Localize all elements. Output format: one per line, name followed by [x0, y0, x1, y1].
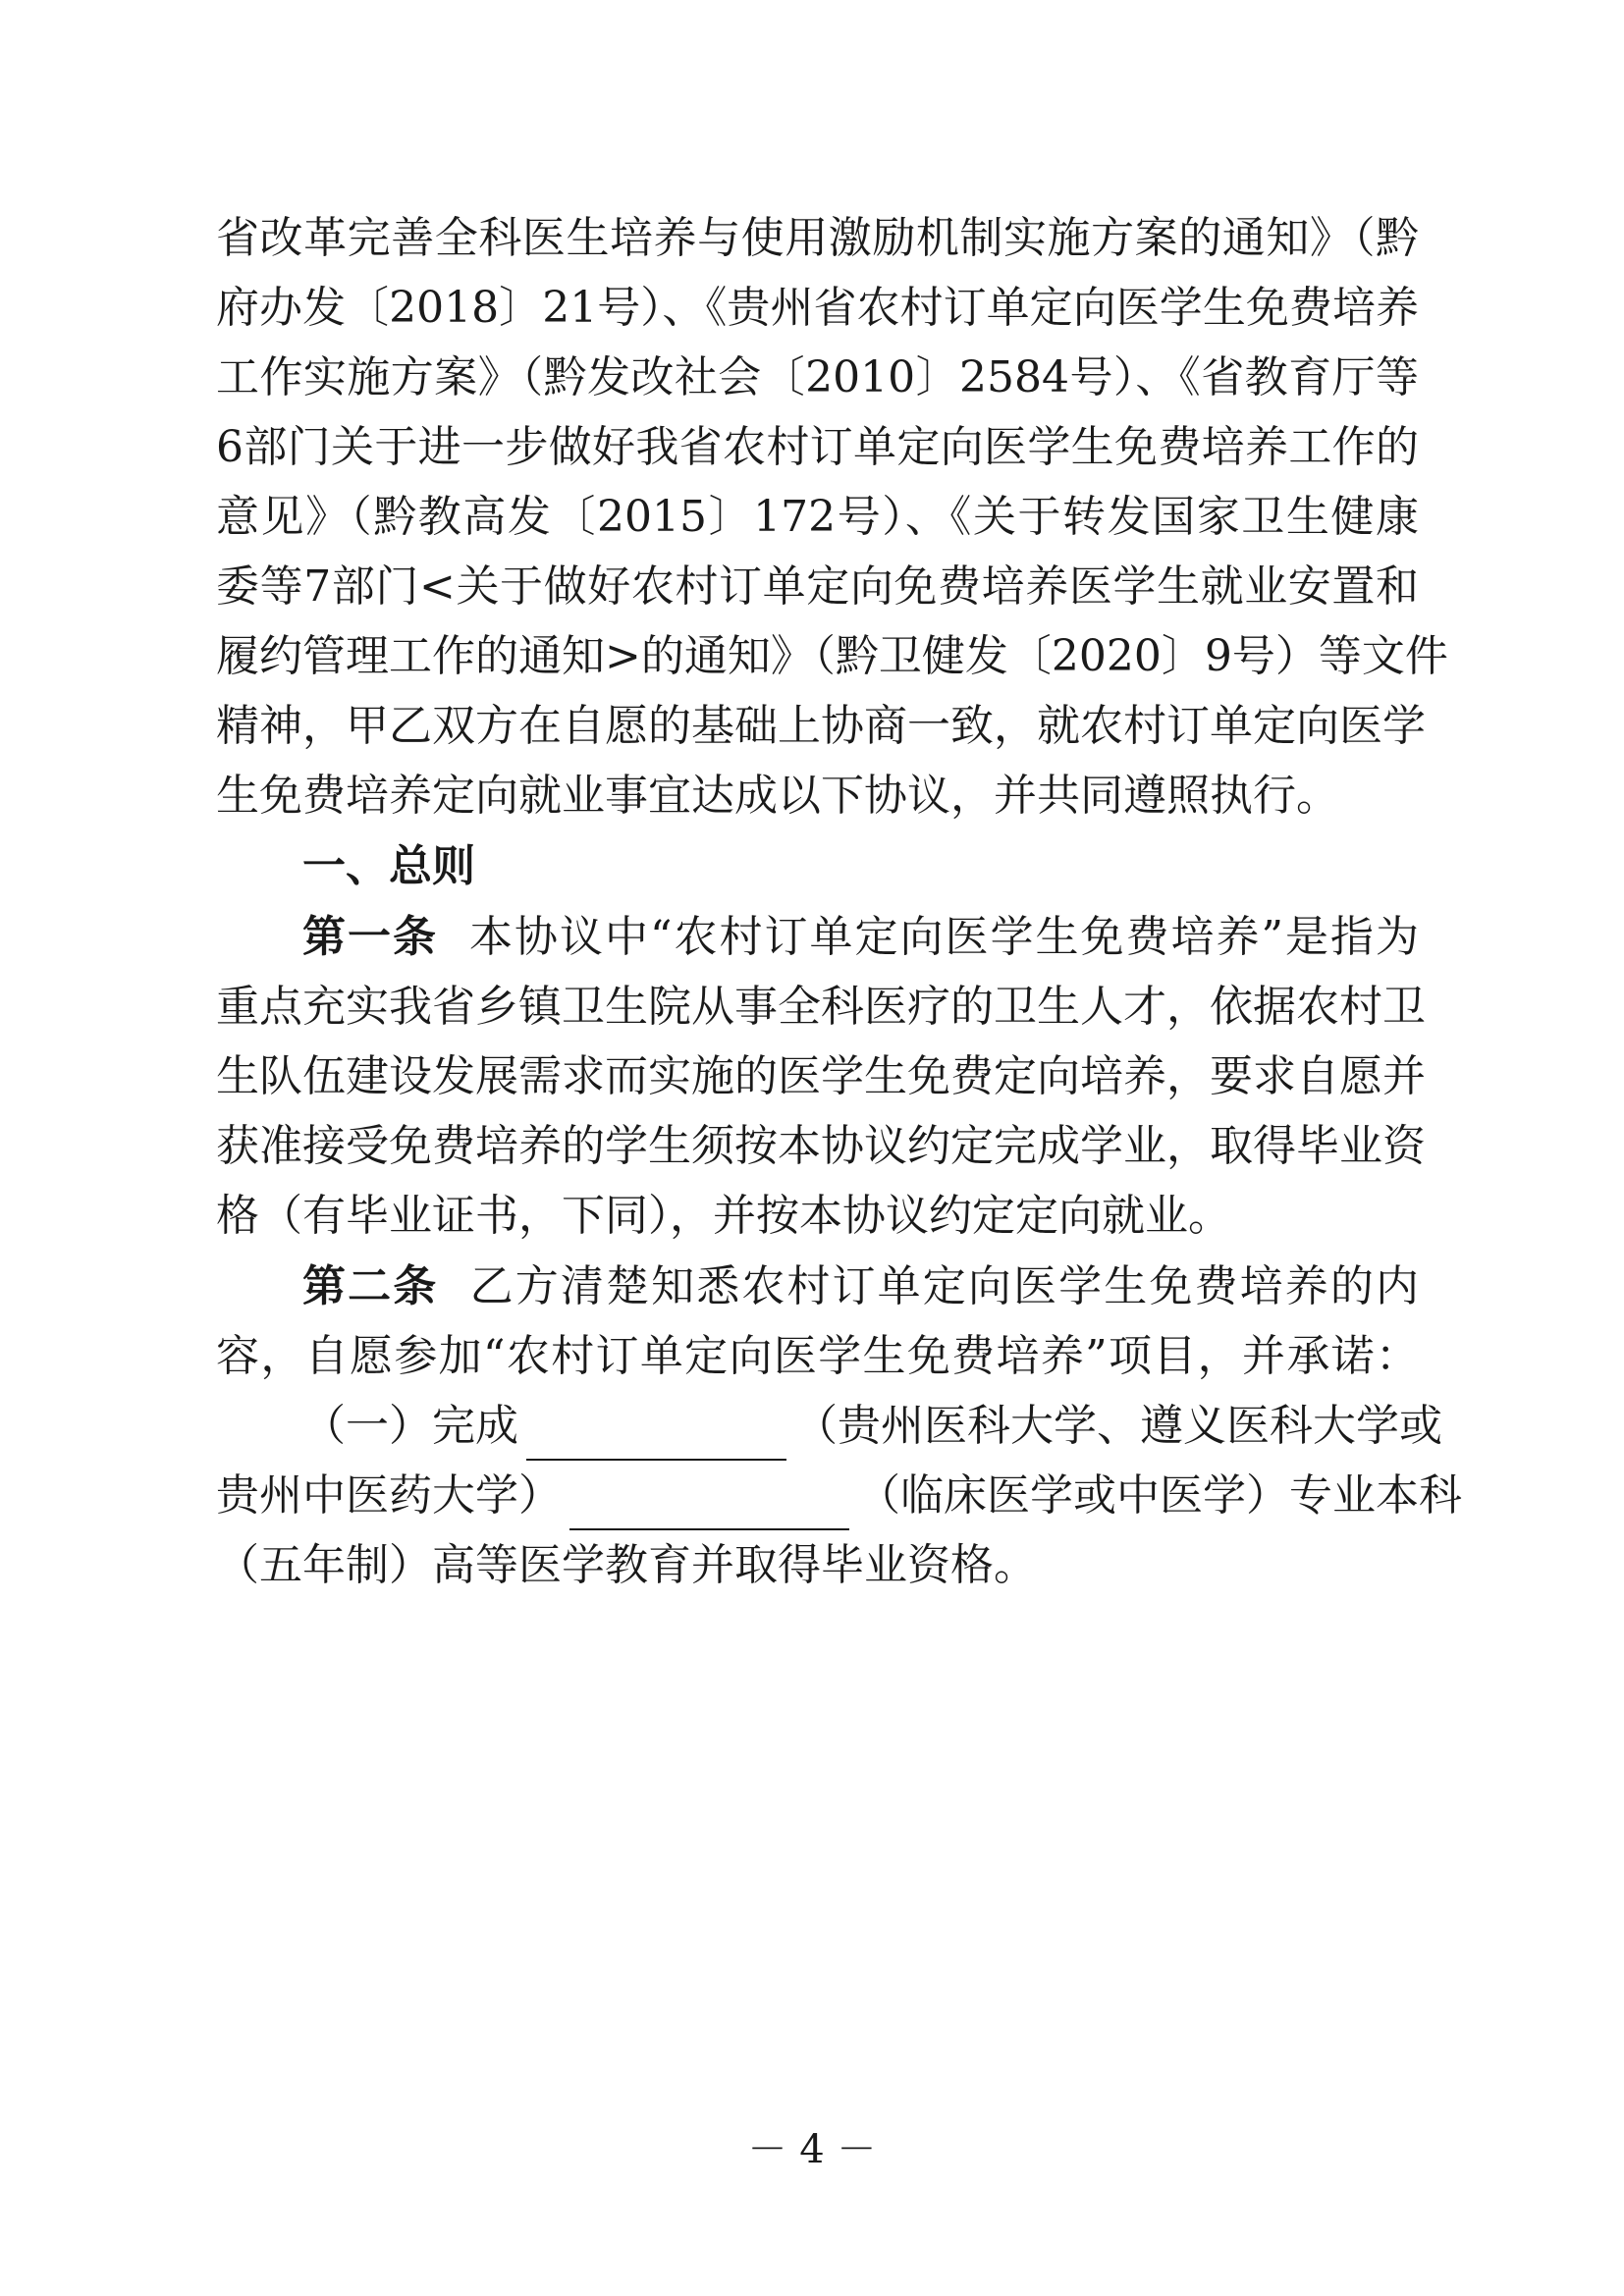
- article-1-text-1: 本协议中“农村订单定向医学生免费培养”是指为: [469, 912, 1419, 962]
- article-1-label: 第一条: [302, 912, 439, 962]
- intro-line-6: 委等7部门<关于做好农村订单定向免费培养医学生就业安置和: [216, 561, 1419, 612]
- article-1-line-3: 生队伍建设发展需求而实施的医学生免费定向培养，要求自愿并: [216, 1051, 1426, 1101]
- intro-line-5: 意见》（黔教高发〔2015〕172号）、《关于转发国家卫生健康: [216, 492, 1419, 542]
- intro-line-8: 精神，甲乙双方在自愿的基础上协商一致，就农村订单定向医学: [216, 701, 1426, 751]
- clause-1-line-3: （五年制）高等医学教育并取得毕业资格。: [216, 1540, 1037, 1590]
- clause-1-line-2: [216, 1462, 1462, 1530]
- clause-1-line2-start: 贵州中医药大学）: [216, 1470, 562, 1521]
- article-2-line-2: 容，自愿参加“农村订单定向医学生免费培养”项目，并承诺：: [216, 1331, 1419, 1381]
- article-1-line-1: [302, 903, 1419, 972]
- intro-line-3: 工作实施方案》（黔发改社会〔2010〕2584号）、《省教育厅等: [216, 352, 1419, 402]
- article-2-line-1: [302, 1253, 1419, 1321]
- clause-1-line-1: [302, 1392, 1442, 1461]
- article-2-label: 第二条: [302, 1261, 439, 1311]
- intro-line-2: 府办发〔2018〕21号）、《贵州省农村订单定向医学生免费培养: [216, 283, 1419, 333]
- intro-line-1: 省改革完善全科医生培养与使用激励机制实施方案的通知》（黔: [216, 213, 1419, 263]
- intro-line-7: 履约管理工作的通知>的通知》（黔卫健发〔2020〕9号）等文件: [216, 631, 1448, 681]
- section-heading-general: 一、总则: [302, 841, 475, 891]
- clause-1-major-hint: （临床医学或中医学）专业本科: [857, 1470, 1462, 1521]
- school-blank-field[interactable]: [526, 1414, 786, 1461]
- article-1-line-2: 重点充实我省乡镇卫生院从事全科医疗的卫生人才，依据农村卫: [216, 982, 1426, 1032]
- clause-1-prefix: （一）完成: [302, 1401, 518, 1451]
- article-1-line-5: 格（有毕业证书，下同），并按本协议约定定向就业。: [216, 1191, 1231, 1241]
- article-2-text-1: 乙方清楚知悉农村订单定向医学生免费培养的内: [469, 1261, 1420, 1311]
- page-number: － 4 －: [747, 2127, 877, 2172]
- major-blank-field[interactable]: [569, 1483, 849, 1530]
- intro-line-9: 生免费培养定向就业事宜达成以下协议，并共同遵照执行。: [216, 771, 1339, 821]
- intro-line-4: 6部门关于进一步做好我省农村订单定向医学生免费培养工作的: [216, 422, 1419, 472]
- article-1-line-4: 获准接受免费培养的学生须按本协议约定完成学业，取得毕业资: [216, 1121, 1426, 1171]
- clause-1-school-hint: （贵州医科大学、遵义医科大学或: [794, 1401, 1442, 1451]
